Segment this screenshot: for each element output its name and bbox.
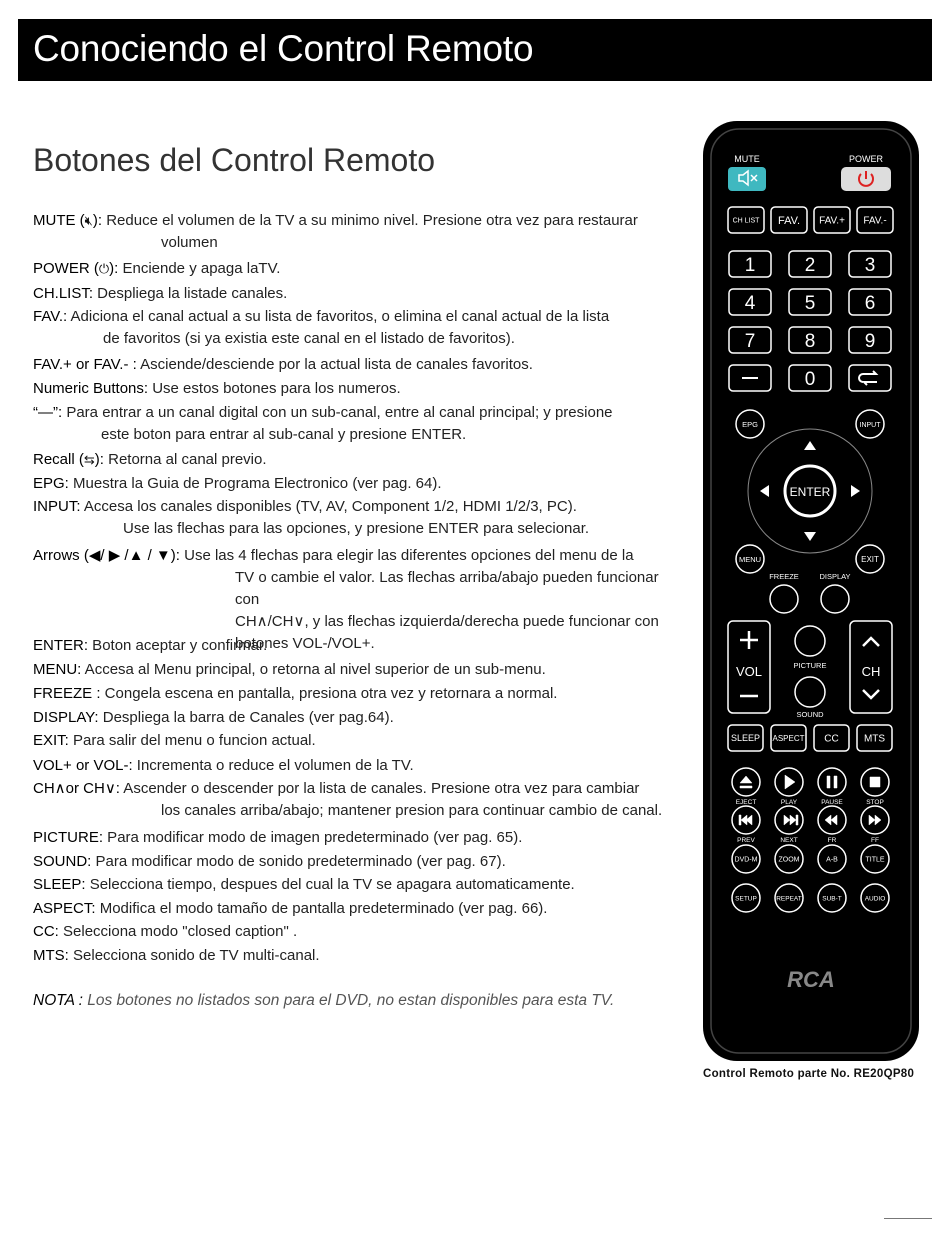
sleep-label: SLEEP	[730, 733, 761, 744]
description-text: Muestra la Guia de Programa Electronico (ver pag. 64).	[68, 475, 442, 492]
description-label: Numeric Buttons:	[33, 380, 149, 397]
description-text: Reduce el volumen de la TV a su minimo nivel. Presione otra vez para restaurar	[102, 212, 638, 229]
description-label: FREEZE :	[33, 685, 101, 702]
description-label: DISPLAY:	[33, 709, 99, 726]
description-item	[33, 354, 683, 376]
description-text: Accesa al Menu principal, o retorna al nivel superior de un sub-menu.	[81, 661, 546, 678]
description-continuation: los canales arriba/abajo; mantener presion para continuar cambio de canal.	[161, 802, 663, 819]
mute-button[interactable]	[728, 167, 766, 191]
description-label-end: ):	[94, 451, 104, 468]
description-text: Selecciona sonido de TV multi-canal.	[68, 947, 320, 964]
digit-1-label: 1	[744, 254, 756, 276]
repeat-label: REPEAT	[776, 895, 802, 903]
description-label: Recall (	[33, 451, 84, 468]
description-item	[33, 921, 683, 943]
dvd-m-label: DVD-M	[734, 856, 758, 864]
description-label: FAV.+ or FAV.- :	[33, 356, 137, 373]
prev-icon	[739, 815, 752, 825]
power-label: POWER	[848, 154, 884, 164]
description-label: CC:	[33, 923, 59, 940]
description-text: Selecciona modo "closed caption" .	[58, 923, 298, 940]
description-continuation: volumen	[161, 234, 218, 251]
note	[33, 992, 614, 1010]
vol-label: VOL	[735, 664, 763, 679]
description-item	[33, 473, 683, 495]
freeze-label: FREEZE	[769, 572, 799, 581]
description-label: SLEEP:	[33, 876, 86, 893]
description-text: Boton aceptar y confirmar.	[88, 637, 268, 654]
digit-2-label: 2	[804, 254, 816, 276]
sound-label: SOUND	[796, 710, 824, 719]
digit-6-label: 6	[864, 292, 876, 314]
description-label: MUTE (	[33, 212, 85, 229]
ch-list-label: CH LIST	[732, 217, 760, 225]
description-text: Use estos botones para los numeros.	[148, 380, 401, 397]
recall-icon: ⇆	[83, 452, 95, 467]
description-text: Selecciona tiempo, despues del cual la TV se apagara automaticamente.	[85, 876, 575, 893]
description-label: SOUND:	[33, 853, 92, 870]
description-item	[33, 730, 683, 752]
power-icon: ⏻	[98, 261, 110, 276]
digit-4-label: 4	[744, 292, 756, 314]
description-item	[33, 778, 683, 822]
description-text: Incrementa o reduce el volumen de la TV.	[132, 757, 414, 774]
description-label: “—”:	[33, 404, 63, 421]
ff-label: FF	[871, 837, 879, 844]
mute-label: MUTE	[734, 154, 760, 164]
zoom-label: ZOOM	[778, 856, 800, 864]
description-text: Para modificar modo de sonido predeterminado (ver pag. 67).	[91, 853, 506, 870]
audio-label: AUDIO	[864, 895, 886, 903]
recall-button[interactable]	[849, 365, 891, 391]
picture-button[interactable]	[795, 626, 825, 656]
enter-label: ENTER	[789, 485, 831, 499]
stop-icon	[870, 777, 880, 787]
page-title: Conociendo el Control Remoto	[33, 28, 534, 69]
fav-label: FAV.	[777, 214, 801, 227]
note-label: NOTA :	[33, 992, 83, 1009]
description-item	[33, 635, 683, 657]
description-text: Para salir del menu o funcion actual.	[68, 732, 316, 749]
cc-label: CC	[824, 733, 839, 745]
a-b-label: A-B	[826, 856, 838, 864]
ch-label: CH	[861, 664, 881, 679]
description-label: MENU:	[33, 661, 82, 678]
sub-t-label: SUB-T	[822, 895, 842, 903]
description-label: CH∧or CH∨:	[33, 780, 120, 797]
description-item	[33, 898, 683, 920]
description-label-end: ):	[109, 260, 119, 277]
prev-label: PREV	[737, 837, 755, 844]
description-item	[33, 449, 683, 471]
description-item	[33, 283, 683, 305]
section-title: Botones del Control Remoto	[33, 142, 435, 178]
remote-control-illustration	[700, 118, 922, 1064]
description-item	[33, 258, 683, 280]
description-text: Enciende y apaga laTV.	[118, 260, 281, 277]
description-item	[33, 683, 683, 705]
description-text: Use las 4 flechas para elegir las diferentes opciones del menu de la	[179, 547, 634, 564]
description-item	[33, 707, 683, 729]
description-label: PICTURE:	[33, 829, 104, 846]
description-label: ASPECT:	[33, 900, 96, 917]
description-label: POWER (	[33, 260, 99, 277]
description-continuation: botones VOL-/VOL+.	[235, 635, 375, 652]
digit-0-label: 0	[804, 368, 816, 390]
description-text: Modifica el modo tamaño de pantalla predeterminado (ver pag. 66).	[95, 900, 548, 917]
description-label: INPUT:	[33, 498, 81, 515]
mute-icon: 🔇︎	[84, 213, 93, 228]
description-item	[33, 945, 683, 967]
description-item	[33, 306, 683, 350]
description-text: Ascender o descender por la lista de canales. Presione otra vez para cambiar	[119, 780, 640, 797]
page-header	[18, 19, 932, 81]
description-text: Accesa los canales disponibles (TV, AV, Component 1/2, HDMI 1/2/3, PC).	[80, 498, 577, 515]
description-text: Asciende/desciende por la actual lista de canales favoritos.	[136, 356, 533, 373]
description-continuation: CH∧/CH∨, y las flechas izquierda/derecha puede funcionar con	[235, 613, 659, 630]
description-item	[33, 378, 683, 400]
description-continuation: este boton para entrar al sub-canal y presione ENTER.	[101, 426, 467, 443]
aspect-label: ASPECT	[772, 733, 805, 743]
description-text: Retorna al canal previo.	[103, 451, 267, 468]
pause-button[interactable]	[818, 768, 846, 796]
description-continuation: TV o cambie el valor. Las flechas arriba/abajo pueden funcionar con	[235, 569, 659, 608]
exit-label: EXIT	[861, 555, 879, 564]
description-item	[33, 210, 683, 254]
description-label: ENTER:	[33, 637, 89, 654]
sound-button[interactable]	[795, 677, 825, 707]
display-label: DISPLAY	[819, 572, 851, 581]
description-label-end: ):	[92, 212, 103, 229]
fav-minus-label: FAV.-	[863, 215, 887, 227]
description-label: Arrows (◀/ ▶ /▲ / ▼):	[33, 547, 180, 564]
remote-caption: Control Remoto parte No. RE20QP80	[703, 1068, 915, 1080]
digit-8-label: 8	[804, 330, 816, 352]
digit-5-label: 5	[804, 292, 816, 314]
description-item	[33, 874, 683, 896]
description-label: FAV.:	[33, 308, 68, 325]
description-label: EXIT:	[33, 732, 69, 749]
description-item	[33, 851, 683, 873]
eject-label: EJECT	[735, 799, 757, 806]
mts-label: MTS	[863, 733, 886, 745]
next-label: NEXT	[780, 837, 798, 844]
description-label: EPG:	[33, 475, 69, 492]
description-item	[33, 755, 683, 777]
freeze-button[interactable]	[770, 585, 798, 613]
description-item	[33, 496, 683, 540]
description-item	[33, 402, 683, 446]
setup-label: SETUP	[735, 895, 757, 903]
note-text: Los botones no listados son para el DVD, no estan disponibles para esta TV.	[82, 992, 615, 1009]
next-icon	[784, 815, 798, 825]
description-item	[33, 827, 683, 849]
digit-3-label: 3	[864, 254, 876, 276]
description-text: Para entrar a un canal digital con un sub-canal, entre al canal principal; y presione	[62, 404, 613, 421]
pause-label: PAUSE	[821, 799, 843, 806]
description-continuation: de favoritos (si ya existia este canal en el listado de favoritos).	[103, 330, 515, 347]
description-text: Congela escena en pantalla, presiona otra vez y retornara a normal.	[100, 685, 558, 702]
digit-7-label: 7	[744, 330, 756, 352]
fav-plus-label: FAV.+	[819, 215, 845, 227]
picture-label: PICTURE	[793, 661, 827, 670]
description-label: CH.LIST:	[33, 285, 94, 302]
description-label: MTS:	[33, 947, 69, 964]
description-text: Despliega la barra de Canales (ver pag.64).	[98, 709, 394, 726]
description-continuation: Use las flechas para las opciones, y presione ENTER para selecionar.	[123, 520, 590, 537]
description-text: Adiciona el canal actual a su lista de favoritos, o elimina el canal actual de la lista	[67, 308, 610, 325]
description-label: VOL+ or VOL-:	[33, 757, 133, 774]
description-text: Despliega la listade canales.	[93, 285, 288, 302]
menu-label: MENU	[738, 555, 762, 564]
epg-label: EPG	[742, 420, 758, 429]
footer-rule	[884, 1218, 932, 1219]
stop-label: STOP	[866, 799, 884, 806]
digit-9-label: 9	[864, 330, 876, 352]
title-label: TITLE	[865, 856, 885, 864]
fr-label: FR	[827, 837, 837, 844]
description-text: Para modificar modo de imagen predeterminado (ver pag. 65).	[103, 829, 523, 846]
display-button[interactable]	[821, 585, 849, 613]
rca-logo: RCA	[787, 967, 835, 992]
play-label: PLAY	[780, 799, 798, 806]
input-label: INPUT	[859, 422, 881, 429]
description-item	[33, 659, 683, 681]
